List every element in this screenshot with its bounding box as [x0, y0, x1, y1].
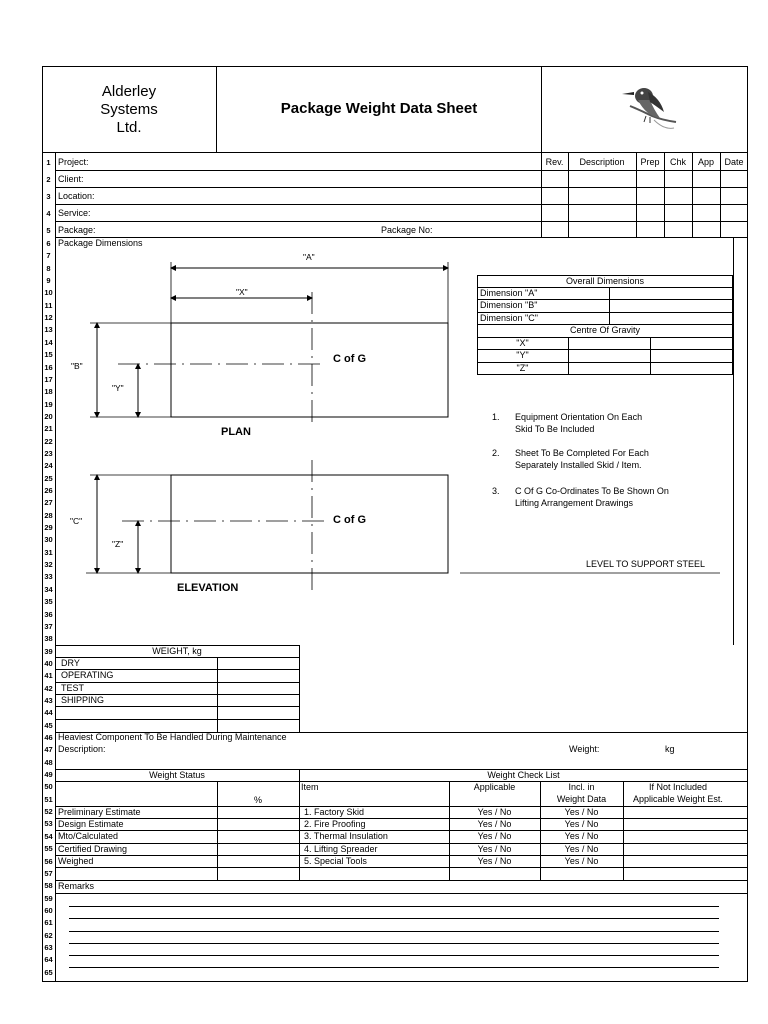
- check-item: 1. Factory Skid: [304, 807, 365, 817]
- check-item: 2. Fire Proofing: [304, 819, 366, 829]
- od-row-label: Dimension "A": [480, 288, 538, 298]
- status-rule: [55, 806, 748, 807]
- row-number: 47: [44, 745, 53, 755]
- dim-y-label: "Y": [112, 383, 124, 393]
- percent-header: %: [253, 795, 262, 805]
- weight-table-rule: [55, 682, 299, 683]
- centre-of-gravity-title: Centre Of Gravity: [569, 325, 641, 335]
- weight-row-label: DRY: [61, 658, 80, 668]
- applicable-value: Yes / No: [477, 807, 512, 817]
- weight-status-row: Design Estimate: [58, 819, 124, 829]
- row-number: 41: [44, 671, 53, 681]
- remarks-line: [69, 918, 719, 919]
- row-number: 23: [44, 448, 53, 458]
- row-number: 43: [44, 695, 53, 705]
- row-number: 35: [44, 597, 53, 607]
- check-item: 4. Lifting Spreader: [304, 844, 378, 854]
- note-line: Lifting Arrangement Drawings: [515, 498, 634, 508]
- incl-value: Yes / No: [564, 844, 599, 854]
- weight-unit: kg: [665, 744, 675, 754]
- row-number: 24: [44, 461, 53, 471]
- elevation-view: [86, 460, 720, 590]
- row-number: 16: [44, 362, 53, 372]
- remarks-line: [69, 931, 719, 932]
- row-number: 22: [44, 436, 53, 446]
- weight-row-label: TEST: [61, 683, 85, 693]
- row-number: 26: [44, 486, 53, 495]
- rev-header: App: [697, 157, 714, 167]
- elevation-label: ELEVATION: [177, 582, 239, 594]
- weight-check-title: Weight Check List: [487, 770, 560, 780]
- weight-table-right: [299, 645, 300, 732]
- row-number: 8: [46, 263, 51, 273]
- row-number: 63: [44, 942, 53, 952]
- not-incl-header: If Not Included: [648, 782, 708, 792]
- weight-row-label: SHIPPING: [61, 695, 105, 705]
- weight-status-row: Weighed: [58, 856, 94, 866]
- row-number: 11: [44, 300, 53, 310]
- weight-status-row: Preliminary Estimate: [58, 807, 141, 817]
- dim-z-label: "Z": [112, 539, 124, 549]
- row-number: 45: [44, 720, 53, 730]
- check-item: 3. Thermal Insulation: [304, 831, 388, 841]
- row-number: 12: [44, 313, 53, 323]
- weight-status-row: Certified Drawing: [58, 844, 128, 854]
- elevation-cofg-label: C of G: [333, 514, 366, 526]
- location-label: Location:: [58, 191, 95, 201]
- row-number: 59: [44, 893, 53, 903]
- remarks-line: [69, 967, 719, 968]
- weight-table-title: WEIGHT, kg: [152, 646, 202, 656]
- status-rule: [55, 855, 748, 856]
- weight-table-rule: [55, 706, 299, 707]
- plan-label: PLAN: [221, 426, 251, 438]
- package-no-label: Package No:: [381, 225, 433, 235]
- row-number: 48: [44, 757, 53, 767]
- company-line: Systems: [100, 101, 158, 118]
- incl-header: Weight Data: [556, 794, 607, 804]
- row-number: 4: [46, 209, 51, 218]
- row-number: 54: [44, 831, 53, 841]
- row-number: 64: [44, 955, 53, 965]
- row-number: 2: [46, 175, 51, 184]
- row-number: 27: [44, 498, 53, 508]
- status-rule: [55, 818, 748, 819]
- row-number: 49: [44, 770, 53, 780]
- incl-value: Yes / No: [564, 807, 599, 817]
- row-number: 6: [46, 239, 51, 248]
- row-number: 44: [44, 708, 53, 718]
- row-number: 17: [44, 374, 53, 384]
- note-line: Equipment Orientation On Each: [515, 412, 643, 422]
- status-rule: [55, 867, 748, 868]
- project-label: Project:: [58, 157, 89, 167]
- rev-header: Chk: [669, 157, 686, 167]
- note-line: Sheet To Be Completed For Each: [515, 448, 649, 458]
- rev-header: Rev.: [545, 157, 564, 167]
- remarks-line: [69, 943, 719, 944]
- od-col: [650, 337, 651, 375]
- remarks-line: [69, 906, 719, 907]
- row-number: 37: [44, 621, 53, 631]
- description-label: Description:: [58, 744, 106, 754]
- remarks-rule: [55, 893, 748, 894]
- od-col: [609, 287, 610, 324]
- weight-status-title: Weight Status: [149, 770, 205, 780]
- row-number: 31: [44, 547, 53, 557]
- od-row-label: Dimension "B": [480, 300, 538, 310]
- note-number: 3.: [492, 486, 500, 496]
- package-label: Package:: [58, 225, 96, 235]
- incl-value: Yes / No: [564, 831, 599, 841]
- row-number: 58: [44, 881, 53, 891]
- row-number: 60: [44, 905, 53, 915]
- row-number: 19: [44, 399, 53, 409]
- applicable-value: Yes / No: [477, 819, 512, 829]
- weight-status-row: Mto/Calculated: [58, 831, 119, 841]
- cog-row-label: "Y": [516, 350, 529, 360]
- note-line: Skid To Be Included: [515, 424, 595, 434]
- row-number: 5: [46, 226, 51, 235]
- row-number: 57: [44, 868, 53, 878]
- row-number: 36: [44, 609, 53, 619]
- incl-value: Yes / No: [564, 819, 599, 829]
- rev-header: Prep: [640, 157, 660, 167]
- row-number: 50: [44, 782, 53, 792]
- weight-label: Weight:: [569, 744, 600, 754]
- cog-row-label: "Z": [516, 363, 529, 373]
- page-title: Package Weight Data Sheet: [280, 100, 478, 117]
- od-col: [568, 337, 569, 375]
- applicable-value: Yes / No: [477, 844, 512, 854]
- row-number: 25: [44, 473, 53, 483]
- row-number: 10: [44, 288, 53, 298]
- row-number: 1: [46, 158, 51, 167]
- remarks-line: [69, 955, 719, 956]
- row-number: 30: [44, 535, 53, 545]
- note-line: Separately Installed Skid / Item.: [515, 460, 642, 470]
- overall-dimensions-title: Overall Dimensions: [565, 276, 645, 286]
- row-number: 9: [46, 276, 51, 286]
- plan-view: [90, 262, 448, 428]
- row-number: 39: [44, 646, 53, 656]
- row-number: 28: [44, 510, 53, 520]
- company-line: Ltd.: [116, 119, 142, 136]
- not-incl-header: Applicable Weight Est.: [633, 794, 723, 804]
- weight-table-rule: [55, 719, 299, 720]
- dim-a-label: "A": [303, 252, 315, 262]
- note-line: C Of G Co-Ordinates To Be Shown On: [515, 486, 669, 496]
- row-number: 40: [44, 658, 53, 668]
- incl-header: Incl. in: [568, 782, 595, 792]
- row-number: 34: [44, 584, 53, 594]
- row-number: 3: [46, 192, 51, 201]
- cog-row-label: "X": [516, 338, 529, 348]
- row-number: 18: [44, 387, 53, 397]
- client-label: Client:: [58, 174, 84, 184]
- note-number: 2.: [492, 448, 500, 458]
- row-number: 15: [44, 350, 53, 360]
- applicable-header: Applicable: [473, 782, 516, 792]
- rev-header: Description: [579, 157, 625, 167]
- row-number: 52: [44, 807, 53, 817]
- row-number: 33: [44, 572, 53, 582]
- row-number: 38: [44, 634, 53, 644]
- applicable-value: Yes / No: [477, 856, 512, 866]
- status-rule: [55, 843, 748, 844]
- weight-row-label: OPERATING: [61, 670, 114, 680]
- item-header: Item: [301, 782, 319, 792]
- row-number: 7: [46, 251, 51, 261]
- row-number: 61: [44, 918, 53, 928]
- note-number: 1.: [492, 412, 500, 422]
- row-number: 53: [44, 819, 53, 829]
- package-dimensions-label: Package Dimensions: [58, 238, 143, 248]
- company-line: Alderley: [101, 83, 157, 100]
- remarks-label: Remarks: [58, 881, 95, 891]
- plan-cofg-label: C of G: [333, 353, 366, 365]
- row-number: 14: [44, 337, 53, 347]
- dim-b-label: "B": [71, 361, 83, 371]
- level-to-support-steel-label: LEVEL TO SUPPORT STEEL: [586, 559, 706, 569]
- row-number: 51: [44, 794, 53, 804]
- row-number: 13: [44, 325, 53, 335]
- status-rule: [55, 880, 748, 881]
- dim-c-label: "C": [70, 516, 83, 526]
- row-number: 42: [44, 683, 53, 693]
- service-label: Service:: [58, 208, 91, 218]
- row-number: 55: [44, 844, 53, 854]
- status-col: [299, 769, 300, 880]
- row-number: 21: [44, 424, 53, 434]
- row-number: 56: [44, 856, 53, 866]
- incl-value: Yes / No: [564, 856, 599, 866]
- applicable-value: Yes / No: [477, 831, 512, 841]
- dim-x-label: "X": [236, 287, 248, 297]
- weight-table-col: [217, 657, 218, 732]
- row-number: 29: [44, 523, 53, 533]
- od-row-label: Dimension "C": [480, 313, 538, 323]
- heaviest-component-label: Heaviest Component To Be Handled During Maintenance: [58, 732, 287, 742]
- status-rule: [55, 830, 748, 831]
- row-number: 62: [44, 930, 53, 940]
- check-item: 5. Special Tools: [304, 856, 367, 866]
- row-number: 20: [44, 411, 53, 421]
- weight-table-rule: [55, 657, 299, 658]
- rev-header: Date: [724, 157, 744, 167]
- row-number: 32: [44, 560, 53, 570]
- row-number: 46: [44, 733, 53, 742]
- row-number: 65: [44, 967, 53, 977]
